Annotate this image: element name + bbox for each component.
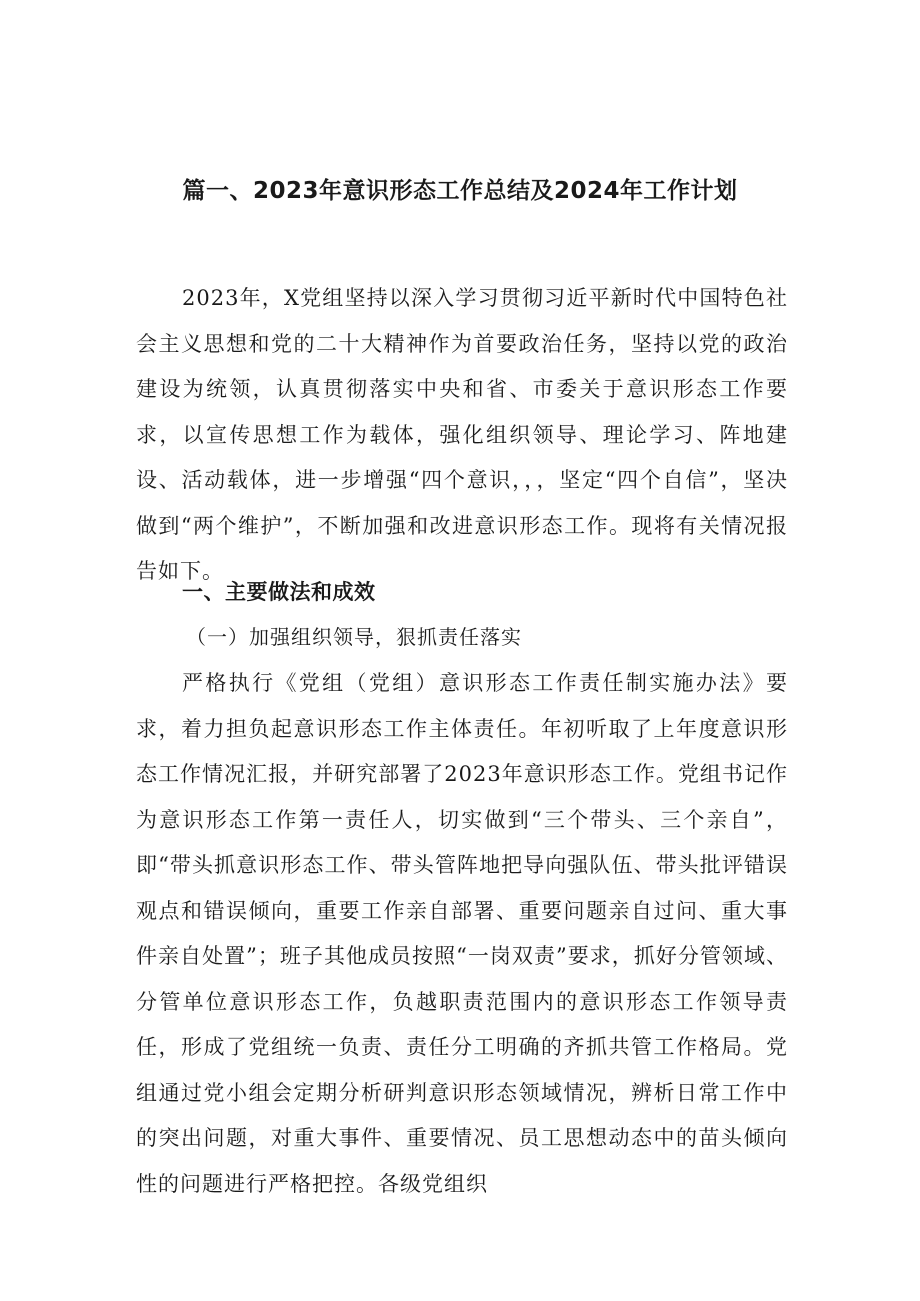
body-paragraph: 严格执行《党组（党组）意识形态工作责任制实施办法》要求，着力担负起意识形态工作主体责任。年初听取了上年度意识形态工作情况汇报，并研究部署了2023年意识形态工作。党组书记作为意识形态工作第一责任人，切实做到“三个带头、三个亲自”，即“带头抓意识形态工作、带头管阵地把导向强队伍、带头批评错误观点和错误倾向，重要工作亲自部署、重要问题亲自过问、重大事件亲自处置”；班子其他成员按照“一岗双责”要求，抓好分管领域、分管单位意识形态工作，负越职责范围内的意识形态工作领导责任，形成了党组统一负责、责任分工明确的齐抓共管工作格局。党组通过党小组会定期分析研判意识形态领域情况，辨析日常工作中的突出问题，对重大事件、重要情况、员工思想动态中的苗头倾向性的问题进行严格把控。各级党组织 — [136, 671, 788, 1196]
section-heading: 一、主要做法和成效 — [182, 580, 376, 604]
document-title: 篇一、2023年意识形态工作总结及2024年工作计划 — [182, 178, 738, 204]
intro-paragraph: 2023年，X党组坚持以深入学习贯彻习近平新时代中国特色社会主义思想和党的二十大精神作为首要政治任务，坚持以党的政治建设为统领，认真贯彻落实中央和省、市委关于意识形态工作要求，以宣传思想工作为载体，强化组织领导、理论学习、阵地建设、活动载体，进一步增强“四个意识，，，坚定“四个自信”，坚决做到“两个维护”，不断加强和改进意识形态工作。现将有关情况报告如下。 — [136, 286, 788, 583]
subsection-heading: （一）加强组织领导，狠抓责任落实 — [186, 625, 522, 649]
